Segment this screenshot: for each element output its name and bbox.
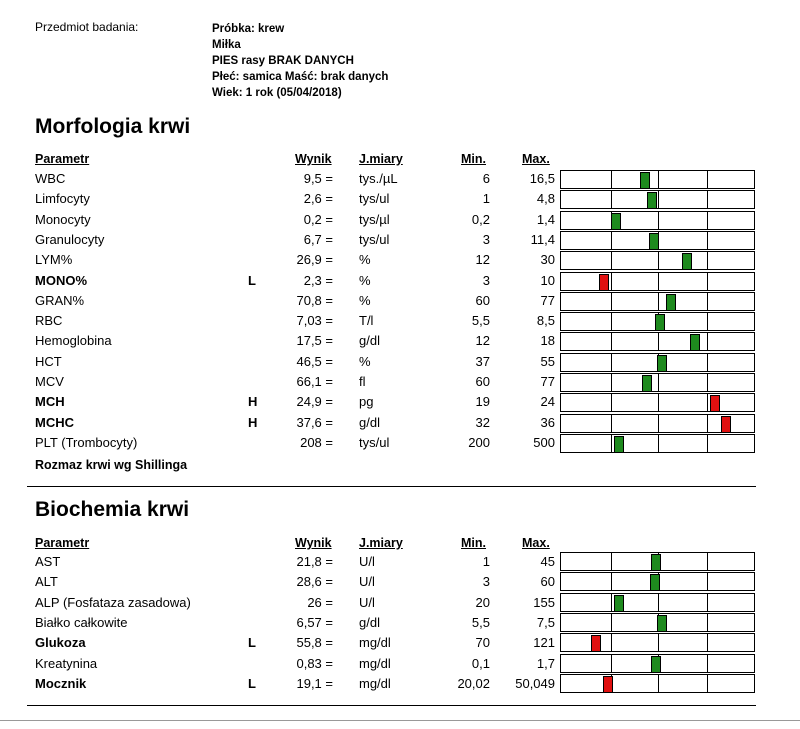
unit: % — [359, 353, 371, 369]
range-divider — [611, 232, 612, 249]
range-divider — [707, 252, 708, 269]
unit: mg/dl — [359, 635, 391, 651]
range-divider — [707, 171, 708, 188]
range-divider — [658, 252, 659, 269]
shilling-label: Rozmaz krwi wg Shillinga — [35, 458, 188, 472]
range-divider — [707, 374, 708, 391]
result-marker — [651, 554, 661, 571]
range-divider — [707, 655, 708, 672]
result-marker — [603, 676, 613, 693]
range-bar — [560, 312, 755, 331]
unit: U/l — [359, 594, 375, 610]
range-divider — [611, 252, 612, 269]
param-name: Glukoza — [35, 635, 86, 651]
range-bar — [560, 251, 755, 270]
unit: g/dl — [359, 414, 380, 430]
range-bar — [560, 353, 755, 372]
max-value: 16,5 — [529, 171, 555, 186]
min-value: 32 — [475, 414, 490, 430]
range-divider — [707, 573, 708, 590]
range-divider — [611, 594, 612, 611]
param-name: MCH — [35, 394, 65, 410]
min-value: 70 — [475, 635, 490, 651]
range-divider — [707, 553, 708, 570]
flag-badge: L — [248, 635, 256, 651]
range-divider — [658, 394, 659, 411]
range-divider — [707, 293, 708, 310]
range-divider — [707, 394, 708, 411]
result-value: 6,57 = — [296, 614, 333, 630]
unit: tys/ul — [359, 231, 390, 247]
min-value: 3 — [482, 231, 490, 247]
result-value: 2,6 = — [303, 191, 333, 207]
param-name: Granulocyty — [35, 231, 105, 247]
result-value: 0,2 = — [303, 211, 333, 227]
min-value: 5,5 — [471, 614, 490, 630]
result-value: 9,5 = — [303, 171, 333, 186]
range-divider — [707, 435, 708, 452]
max-value: 36 — [540, 414, 555, 430]
param-name: GRAN% — [35, 292, 85, 308]
flag-badge: H — [248, 394, 258, 410]
max-value: 30 — [540, 252, 555, 268]
range-divider — [611, 191, 612, 208]
unit: tys/ul — [359, 191, 390, 207]
range-divider — [707, 614, 708, 631]
range-bar — [560, 190, 755, 209]
max-value: 500 — [533, 434, 555, 450]
range-divider — [611, 614, 612, 631]
column-header-min: Min. — [461, 536, 486, 550]
range-bar — [560, 572, 755, 591]
result-value: 26,9 = — [296, 252, 333, 268]
column-header-result: Wynik — [295, 536, 332, 550]
param-name: Hemoglobina — [35, 333, 112, 349]
subject-details — [212, 21, 388, 101]
param-name: AST — [35, 554, 61, 569]
unit: % — [359, 292, 371, 308]
range-divider — [707, 333, 708, 350]
param-name: HCT — [35, 353, 62, 369]
param-name: MONO% — [35, 272, 87, 288]
range-divider — [658, 675, 659, 692]
max-value: 77 — [540, 374, 555, 389]
max-value: 45 — [540, 554, 555, 569]
range-divider — [658, 212, 659, 229]
result-value: 70,8 = — [296, 292, 333, 308]
min-value: 37 — [475, 353, 490, 369]
max-value: 24 — [540, 394, 555, 410]
result-marker — [599, 274, 609, 291]
unit: T/l — [359, 313, 374, 329]
min-value: 3 — [482, 574, 490, 590]
unit: % — [359, 252, 371, 268]
unit: fl — [359, 374, 366, 389]
unit: pg — [359, 394, 374, 410]
param-name: Kreatynina — [35, 655, 98, 671]
min-value: 20,02 — [457, 675, 490, 691]
result-value: 26 = — [307, 594, 333, 610]
min-value: 12 — [475, 252, 490, 268]
result-value: 17,5 = — [296, 333, 333, 349]
result-marker — [690, 334, 700, 351]
max-value: 10 — [540, 272, 555, 288]
flag-badge: L — [248, 272, 256, 288]
range-divider — [658, 374, 659, 391]
page-divider — [0, 720, 800, 721]
column-header-unit: J.miary — [359, 536, 403, 550]
subject-line: Wiek: 1 rok (05/04/2018) — [212, 87, 342, 99]
min-value: 60 — [475, 374, 490, 389]
range-divider — [611, 394, 612, 411]
range-divider — [707, 354, 708, 371]
range-divider — [658, 634, 659, 651]
param-name: RBC — [35, 313, 63, 329]
max-value: 1,7 — [536, 655, 555, 671]
flag-badge: L — [248, 675, 256, 691]
range-bar — [560, 170, 755, 189]
param-name: LYM% — [35, 252, 73, 268]
range-bar — [560, 332, 755, 351]
result-value: 6,7 = — [303, 231, 333, 247]
range-bar — [560, 434, 755, 453]
param-name: ALP (Fosfataza zasadowa) — [35, 594, 191, 610]
result-marker — [642, 375, 652, 392]
min-value: 19 — [475, 394, 490, 410]
range-divider — [611, 655, 612, 672]
result-marker — [640, 172, 650, 189]
result-marker — [682, 253, 692, 270]
param-name: MCHC — [35, 414, 74, 430]
range-divider — [611, 374, 612, 391]
column-header-min: Min. — [461, 152, 486, 166]
param-name: PLT (Trombocyty) — [35, 434, 138, 450]
range-divider — [707, 415, 708, 432]
morphology-title: Morfologia krwi — [35, 115, 191, 138]
min-value: 0,1 — [471, 655, 490, 671]
result-value: 7,03 = — [296, 313, 333, 329]
range-bar — [560, 414, 755, 433]
range-divider — [707, 594, 708, 611]
range-divider — [658, 293, 659, 310]
range-divider — [658, 594, 659, 611]
result-marker — [614, 595, 624, 612]
unit: mg/dl — [359, 675, 391, 691]
unit: g/dl — [359, 333, 380, 349]
range-divider — [658, 171, 659, 188]
range-divider — [707, 212, 708, 229]
column-header-unit: J.miary — [359, 152, 403, 166]
range-divider — [707, 634, 708, 651]
min-value: 60 — [475, 292, 490, 308]
min-value: 3 — [482, 272, 490, 288]
range-bar — [560, 593, 755, 612]
result-value: 21,8 = — [296, 554, 333, 569]
result-marker — [647, 192, 657, 209]
param-name: Limfocyty — [35, 191, 90, 207]
result-marker — [651, 656, 661, 673]
unit: tys/µl — [359, 211, 390, 227]
range-divider — [611, 553, 612, 570]
min-value: 12 — [475, 333, 490, 349]
flag-badge: H — [248, 414, 258, 430]
result-marker — [710, 395, 720, 412]
range-divider — [611, 333, 612, 350]
subject-line: Płeć: samica Maść: brak danych — [212, 71, 389, 83]
range-bar — [560, 633, 755, 652]
range-bar — [560, 292, 755, 311]
bottom-divider — [27, 705, 756, 706]
param-name: Monocyty — [35, 211, 91, 227]
min-value: 200 — [468, 434, 490, 450]
unit: U/l — [359, 554, 375, 569]
range-divider — [707, 313, 708, 330]
min-value: 5,5 — [471, 313, 490, 329]
range-divider — [611, 354, 612, 371]
unit: U/l — [359, 574, 375, 590]
column-header-max: Max. — [522, 152, 550, 166]
range-bar — [560, 613, 755, 632]
range-divider — [658, 273, 659, 290]
range-divider — [611, 313, 612, 330]
result-marker — [591, 635, 601, 652]
range-bar — [560, 211, 755, 230]
range-divider — [658, 435, 659, 452]
column-header-result: Wynik — [295, 152, 332, 166]
range-bar — [560, 231, 755, 250]
max-value: 121 — [533, 635, 555, 651]
section-divider — [27, 486, 756, 487]
subject-label: Przedmiot badania: — [35, 20, 139, 34]
min-value: 1 — [482, 191, 490, 207]
min-value: 6 — [482, 171, 490, 186]
result-value: 66,1 = — [296, 374, 333, 389]
range-bar — [560, 373, 755, 392]
range-divider — [707, 675, 708, 692]
result-value: 2,3 = — [303, 272, 333, 288]
result-marker — [657, 355, 667, 372]
range-bar — [560, 393, 755, 412]
max-value: 155 — [533, 594, 555, 610]
result-value: 46,5 = — [296, 353, 333, 369]
range-divider — [611, 293, 612, 310]
biochemistry-title: Biochemia krwi — [35, 498, 190, 521]
unit: g/dl — [359, 614, 380, 630]
result-value: 28,6 = — [296, 574, 333, 590]
max-value: 11,4 — [530, 231, 555, 247]
max-value: 8,5 — [536, 313, 555, 329]
range-bar — [560, 654, 755, 673]
result-marker — [650, 574, 660, 591]
param-name: ALT — [35, 574, 58, 590]
result-marker — [649, 233, 659, 250]
param-name: WBC — [35, 171, 66, 186]
range-divider — [611, 273, 612, 290]
unit: tys/ul — [359, 434, 390, 450]
range-bar — [560, 674, 755, 693]
result-marker — [611, 213, 621, 230]
unit: tys./µL — [359, 171, 398, 186]
column-header-max: Max. — [522, 536, 550, 550]
result-value: 55,8 = — [296, 635, 333, 651]
range-divider — [658, 333, 659, 350]
range-bar — [560, 272, 755, 291]
max-value: 4,8 — [536, 191, 555, 207]
result-value: 24,9 = — [296, 394, 333, 410]
unit: % — [359, 272, 371, 288]
subject-line: PIES rasy BRAK DANYCH — [212, 55, 354, 67]
param-name: Białko całkowite — [35, 614, 128, 630]
result-value: 37,6 = — [296, 414, 333, 430]
column-header-param: Parametr — [35, 536, 90, 550]
result-value: 208 = — [300, 434, 333, 450]
max-value: 18 — [540, 333, 555, 349]
result-marker — [721, 416, 731, 433]
range-divider — [658, 415, 659, 432]
result-marker — [655, 314, 665, 331]
range-divider — [707, 273, 708, 290]
range-divider — [707, 191, 708, 208]
result-value: 0,83 = — [296, 655, 333, 671]
min-value: 0,2 — [471, 211, 490, 227]
param-name: Mocznik — [35, 675, 87, 691]
column-header-param: Parametr — [35, 152, 90, 166]
max-value: 60 — [540, 574, 555, 590]
range-divider — [611, 171, 612, 188]
range-divider — [611, 634, 612, 651]
result-value: 19,1 = — [296, 675, 333, 691]
range-divider — [611, 573, 612, 590]
result-marker — [614, 436, 624, 453]
max-value: 1,4 — [536, 211, 555, 227]
max-value: 55 — [540, 353, 555, 369]
range-divider — [707, 232, 708, 249]
param-name: MCV — [35, 374, 64, 389]
unit: mg/dl — [359, 655, 391, 671]
result-marker — [657, 615, 667, 632]
range-divider — [611, 435, 612, 452]
min-value: 1 — [482, 554, 490, 569]
range-bar — [560, 552, 755, 571]
range-divider — [658, 191, 659, 208]
min-value: 20 — [475, 594, 490, 610]
range-divider — [611, 415, 612, 432]
max-value: 77 — [540, 292, 555, 308]
max-value: 7,5 — [536, 614, 555, 630]
subject-line: Miłka — [212, 39, 241, 51]
result-marker — [666, 294, 676, 311]
max-value: 50,049 — [515, 675, 555, 691]
subject-line: Próbka: krew — [212, 23, 285, 35]
